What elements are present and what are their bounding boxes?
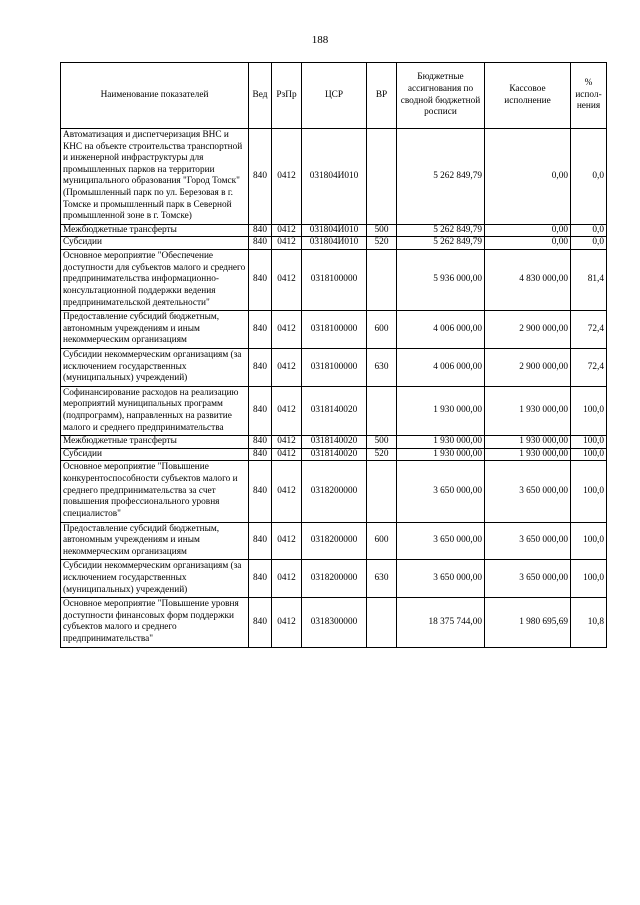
row-rzpr: 0412 xyxy=(272,386,302,435)
table-row xyxy=(61,237,607,250)
row-csr: 0318100000 xyxy=(302,311,367,349)
row-cash: 0,00 xyxy=(485,237,571,250)
row-name: Субсидии некоммерческим организациям (за исключением государственных (муниципальных) учреждений) xyxy=(61,348,249,386)
row-percent: 100,0 xyxy=(571,436,607,449)
row-percent: 100,0 xyxy=(571,461,607,522)
row-name: Предоставление субсидий бюджетным, автономным учреждениям и иным некоммерческим организациям xyxy=(61,522,249,560)
row-vr: 600 xyxy=(367,311,397,349)
row-name: Субсидии некоммерческим организациям (за исключением государственных (муниципальных) учреждений) xyxy=(61,560,249,598)
row-percent: 0,0 xyxy=(571,129,607,225)
row-vr: 520 xyxy=(367,448,397,461)
row-ved: 840 xyxy=(249,129,272,225)
row-cash: 3 650 000,00 xyxy=(485,522,571,560)
row-allocations: 5 262 849,79 xyxy=(397,224,485,237)
row-percent: 100,0 xyxy=(571,522,607,560)
row-allocations: 1 930 000,00 xyxy=(397,436,485,449)
table-row xyxy=(61,386,607,435)
row-rzpr: 0412 xyxy=(272,436,302,449)
header-ved: Вед xyxy=(249,63,272,129)
row-ved: 840 xyxy=(249,237,272,250)
table-row xyxy=(61,348,607,386)
row-ved: 840 xyxy=(249,598,272,647)
row-cash: 4 830 000,00 xyxy=(485,250,571,311)
row-name: Субсидии xyxy=(61,237,249,250)
row-name: Основное мероприятие "Повышение уровня доступности финансовых форм поддержки субъектов малого и среднего предпринимательства" xyxy=(61,598,249,647)
row-cash: 2 900 000,00 xyxy=(485,348,571,386)
row-percent: 0,0 xyxy=(571,224,607,237)
row-ved: 840 xyxy=(249,436,272,449)
row-csr: 0318100000 xyxy=(302,250,367,311)
row-vr: 500 xyxy=(367,224,397,237)
row-cash: 1 980 695,69 xyxy=(485,598,571,647)
row-ved: 840 xyxy=(249,461,272,522)
row-vr xyxy=(367,129,397,225)
row-allocations: 1 930 000,00 xyxy=(397,386,485,435)
row-ved: 840 xyxy=(249,386,272,435)
row-cash: 2 900 000,00 xyxy=(485,311,571,349)
row-rzpr: 0412 xyxy=(272,598,302,647)
header-vr: ВР xyxy=(367,63,397,129)
row-ved: 840 xyxy=(249,560,272,598)
row-allocations: 4 006 000,00 xyxy=(397,311,485,349)
row-csr: 0318200000 xyxy=(302,560,367,598)
row-allocations: 4 006 000,00 xyxy=(397,348,485,386)
row-rzpr: 0412 xyxy=(272,237,302,250)
row-percent: 0,0 xyxy=(571,237,607,250)
header-percent: % испол-нения xyxy=(571,63,607,129)
row-name: Предоставление субсидий бюджетным, автономным учреждениям и иным некоммерческим организациям xyxy=(61,311,249,349)
row-name: Софинансирование расходов на реализацию мероприятий муниципальных программ (подпрограмм), направленных на развитие малого и среднего предпринимательства xyxy=(61,386,249,435)
table-row xyxy=(61,129,607,225)
row-csr: 0318300000 xyxy=(302,598,367,647)
table-row xyxy=(61,461,607,522)
row-vr xyxy=(367,461,397,522)
row-percent: 72,4 xyxy=(571,348,607,386)
row-name: Субсидии xyxy=(61,448,249,461)
row-cash: 1 930 000,00 xyxy=(485,448,571,461)
row-cash: 3 650 000,00 xyxy=(485,461,571,522)
row-rzpr: 0412 xyxy=(272,129,302,225)
row-name: Основное мероприятие "Обеспечение доступности для субъектов малого и среднего предпринимательства информационно-консультационной поддержки ведения предпринимательской деятельности" xyxy=(61,250,249,311)
row-vr xyxy=(367,598,397,647)
table-row xyxy=(61,436,607,449)
row-allocations: 5 936 000,00 xyxy=(397,250,485,311)
row-vr: 600 xyxy=(367,522,397,560)
header-cash: Кассовое исполнение xyxy=(485,63,571,129)
row-percent: 100,0 xyxy=(571,560,607,598)
row-vr: 630 xyxy=(367,560,397,598)
table-row xyxy=(61,224,607,237)
row-csr: 0318200000 xyxy=(302,461,367,522)
page-number: 188 xyxy=(311,34,329,46)
row-cash: 3 650 000,00 xyxy=(485,560,571,598)
row-rzpr: 0412 xyxy=(272,560,302,598)
row-cash: 1 930 000,00 xyxy=(485,436,571,449)
row-ved: 840 xyxy=(249,522,272,560)
row-csr: 0318140020 xyxy=(302,436,367,449)
row-percent: 72,4 xyxy=(571,311,607,349)
row-cash: 0,00 xyxy=(485,129,571,225)
row-ved: 840 xyxy=(249,250,272,311)
row-rzpr: 0412 xyxy=(272,348,302,386)
row-csr: 031804И010 xyxy=(302,237,367,250)
row-allocations: 3 650 000,00 xyxy=(397,461,485,522)
row-allocations: 5 262 849,79 xyxy=(397,237,485,250)
row-name: Основное мероприятие "Повышение конкурентоспособности субъектов малого и среднего предпринимательства за счет повышения профессионального уровня специалистов" xyxy=(61,461,249,522)
row-name: Межбюджетные трансферты xyxy=(61,436,249,449)
row-rzpr: 0412 xyxy=(272,522,302,560)
row-ved: 840 xyxy=(249,311,272,349)
table-row xyxy=(61,560,607,598)
table-row xyxy=(61,448,607,461)
row-csr: 031804И010 xyxy=(302,129,367,225)
row-rzpr: 0412 xyxy=(272,250,302,311)
header-allocations: Бюджетные ассигнования по сводной бюджетной росписи xyxy=(397,63,485,129)
row-csr: 031804И010 xyxy=(302,224,367,237)
row-vr xyxy=(367,250,397,311)
table-row xyxy=(61,250,607,311)
row-rzpr: 0412 xyxy=(272,448,302,461)
row-vr: 500 xyxy=(367,436,397,449)
header-rzpr: РзПр xyxy=(272,63,302,129)
row-rzpr: 0412 xyxy=(272,461,302,522)
header-csr: ЦСР xyxy=(302,63,367,129)
row-percent: 10,8 xyxy=(571,598,607,647)
row-vr: 630 xyxy=(367,348,397,386)
row-csr: 0318100000 xyxy=(302,348,367,386)
row-ved: 840 xyxy=(249,224,272,237)
row-name: Автоматизация и диспетчеризация ВНС и КНС на объекте строительства транспортной и инженерной инфраструктуры для промышленных парков на территории муниципального образования "Город Томск" (Промышленный парк по ул. Березовая в г. Томске и промышленный парк в Северной промышленной зоне в г. Томске) xyxy=(61,129,249,225)
row-ved: 840 xyxy=(249,448,272,461)
table-header-row xyxy=(61,63,607,129)
table-row xyxy=(61,311,607,349)
header-name: Наименование показателей xyxy=(61,63,249,129)
row-rzpr: 0412 xyxy=(272,311,302,349)
row-name: Межбюджетные трансферты xyxy=(61,224,249,237)
row-allocations: 3 650 000,00 xyxy=(397,522,485,560)
row-allocations: 3 650 000,00 xyxy=(397,560,485,598)
row-vr: 520 xyxy=(367,237,397,250)
row-percent: 81,4 xyxy=(571,250,607,311)
row-csr: 0318200000 xyxy=(302,522,367,560)
row-cash: 1 930 000,00 xyxy=(485,386,571,435)
table-row xyxy=(61,522,607,560)
table-row xyxy=(61,598,607,647)
row-ved: 840 xyxy=(249,348,272,386)
budget-execution-table xyxy=(60,62,607,648)
row-rzpr: 0412 xyxy=(272,224,302,237)
row-allocations: 5 262 849,79 xyxy=(397,129,485,225)
row-allocations: 18 375 744,00 xyxy=(397,598,485,647)
row-vr xyxy=(367,386,397,435)
row-allocations: 1 930 000,00 xyxy=(397,448,485,461)
row-percent: 100,0 xyxy=(571,448,607,461)
row-cash: 0,00 xyxy=(485,224,571,237)
row-percent: 100,0 xyxy=(571,386,607,435)
row-csr: 0318140020 xyxy=(302,448,367,461)
row-csr: 0318140020 xyxy=(302,386,367,435)
